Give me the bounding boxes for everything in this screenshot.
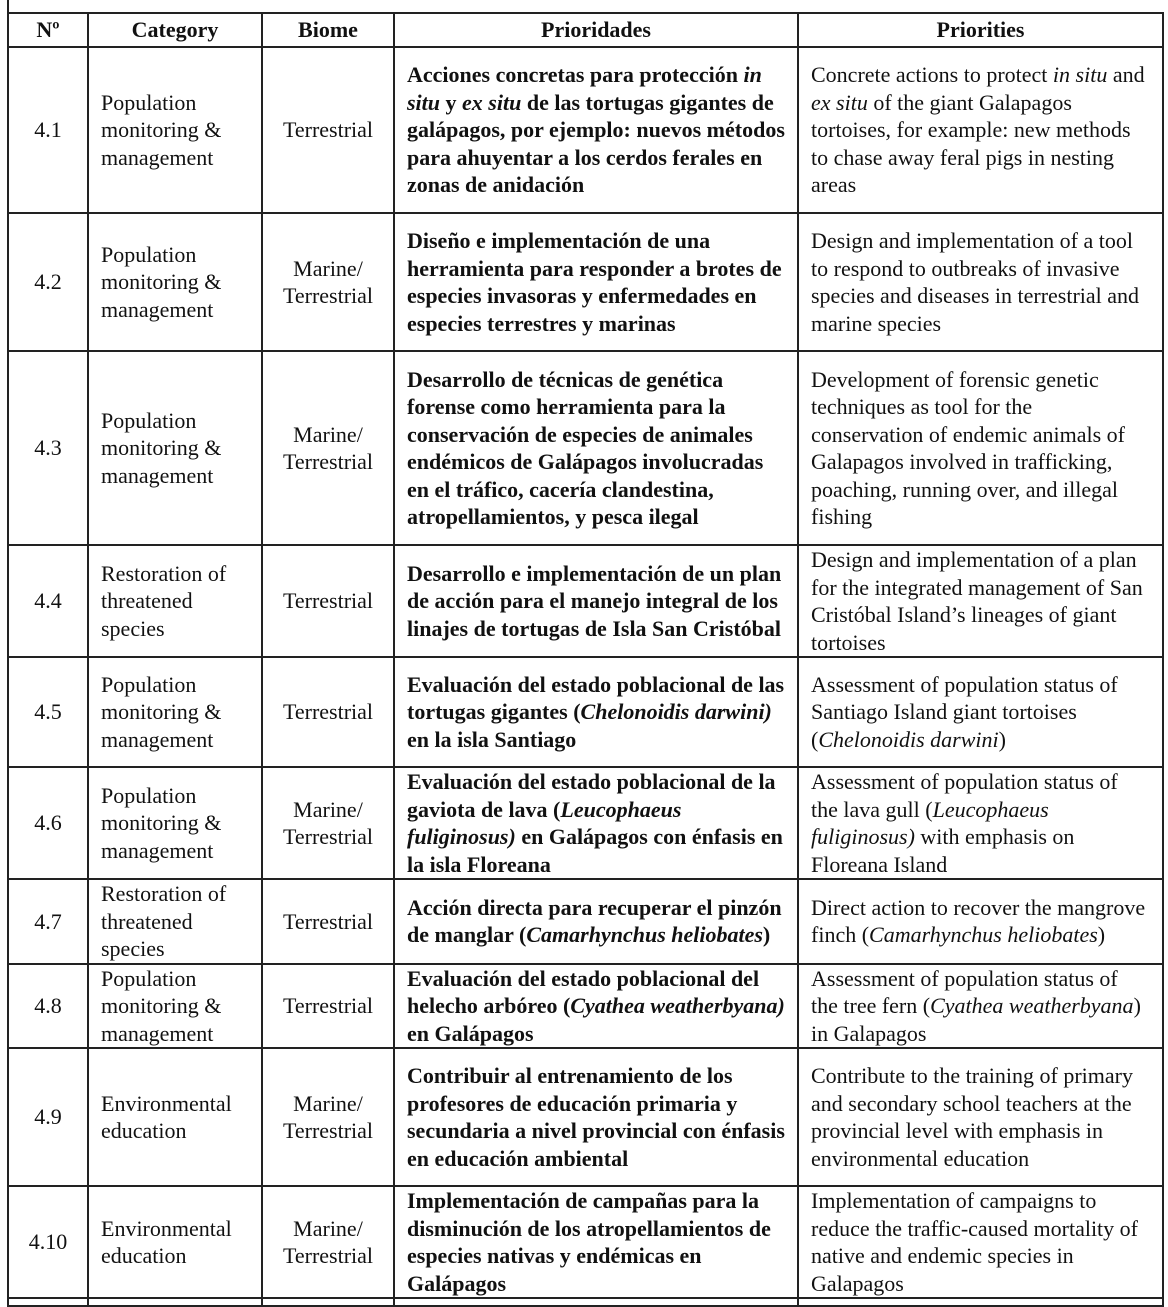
row-biome: Terrestrial: [262, 879, 394, 964]
row-priority-en: Assessment of population status of the lava gull (Leucophaeus fuliginosus) with emphasis on Floreana Island: [798, 767, 1163, 879]
table-row: [8, 213, 1163, 351]
row-biome: Terrestrial: [262, 545, 394, 657]
row-category: Population monitoring & management: [88, 657, 262, 767]
row-category: Population monitoring & management: [88, 47, 262, 213]
table-row: [8, 657, 1163, 767]
row-prioridad-es: Evaluación del estado poblacional del helecho arbóreo (Cyathea weatherbyana) en Galápagos: [394, 964, 798, 1049]
row-category: Environmental education: [88, 1048, 262, 1186]
row-category: Population monitoring & management: [88, 964, 262, 1049]
row-biome: Terrestrial: [262, 657, 394, 767]
table-row: [8, 1048, 1163, 1186]
row-number: 4.6: [8, 767, 88, 879]
row-biome: Marine/ Terrestrial: [262, 767, 394, 879]
row-priority-en: Contribute to the training of primary and secondary school teachers at the provincial level with emphasis in environmental education: [798, 1048, 1163, 1186]
row-number: 4.5: [8, 657, 88, 767]
row-priority-en: Implementation of campaigns to reduce the traffic-caused mortality of native and endemic species in Galapagos: [798, 1186, 1163, 1298]
row-category: Population monitoring & management: [88, 351, 262, 545]
column-header-category: Category: [88, 13, 262, 47]
row-category: Restoration of threatened species: [88, 879, 262, 964]
row-priority-en: Direct action to recover the mangrove finch (Camarhynchus heliobates): [798, 879, 1163, 964]
row-number: 4.2: [8, 213, 88, 351]
table-row: [8, 545, 1163, 657]
italic-term: Leucophaeus fuliginosus): [811, 796, 1049, 849]
row-prioridad-es: Desarrollo e implementación de un plan de acción para el manejo integral de los linajes de tortugas de Isla San Cristóbal: [394, 545, 798, 657]
page-edge-line: [7, 0, 9, 12]
row-priority-en: Design and implementation of a plan for the integrated management of San Cristóbal Island’s lineages of giant tortoises: [798, 545, 1163, 657]
row-priority-en: Assessment of population status of the tree fern (Cyathea weatherbyana) in Galapagos: [798, 964, 1163, 1049]
row-biome: Marine/ Terrestrial: [262, 213, 394, 351]
table-row: [8, 879, 1163, 964]
table-row: [8, 47, 1163, 213]
row-prioridad-es: Contribuir al entrenamiento de los profesores de educación primaria y secundaria a nivel provincial con énfasis en educación ambiental: [394, 1048, 798, 1186]
row-priority-en: Design and implementation of a tool to respond to outbreaks of invasive species and diseases in terrestrial and marine species: [798, 213, 1163, 351]
row-number: 4.7: [8, 879, 88, 964]
column-header-priorities: Priorities: [798, 13, 1163, 47]
row-prioridad-es: Desarrollo de técnicas de genética forense como herramienta para la conservación de especies de animales endémicos de Galápagos involucradas en el tráfico, cacería clandestina, atropellamientos, y pesca ilegal: [394, 351, 798, 545]
row-biome: Marine/ Terrestrial: [262, 1186, 394, 1298]
priorities-table: [7, 12, 1164, 1307]
row-prioridad-es: Acción directa para recuperar el pinzón de manglar (Camarhynchus heliobates): [394, 879, 798, 964]
row-number: 4.8: [8, 964, 88, 1049]
row-number: 4.9: [8, 1048, 88, 1186]
italic-term: Chelonoidis darwini): [580, 699, 772, 725]
row-prioridad-es: Implementación de campañas para la disminución de los atropellamientos de especies nativas y endémicas en Galápagos: [394, 1186, 798, 1298]
table-row: [8, 351, 1163, 545]
row-category: Population monitoring & management: [88, 767, 262, 879]
row-category: Restoration of threatened species: [88, 545, 262, 657]
row-category: Environmental education: [88, 1186, 262, 1298]
table-row: [8, 964, 1163, 1049]
row-category: Population monitoring & management: [88, 213, 262, 351]
column-header-biome: Biome: [262, 13, 394, 47]
row-biome: Marine/ Terrestrial: [262, 1048, 394, 1186]
italic-term: Cyathea weatherbyana: [930, 993, 1134, 1018]
italic-term: in situ: [407, 62, 762, 115]
row-priority-en: Development of forensic genetic techniques as tool for the conservation of endemic animals of Galapagos involved in trafficking, poaching, running over, and illegal fishing: [798, 351, 1163, 545]
table-row-continuation: [8, 1298, 1163, 1306]
row-number: 4.3: [8, 351, 88, 545]
row-prioridad-es: Diseño e implementación de una herramienta para responder a brotes de especies invasoras y enfermedades en especies terrestres y marinas: [394, 213, 798, 351]
italic-term: Leucophaeus fuliginosus): [407, 796, 682, 849]
row-number: 4.4: [8, 545, 88, 657]
italic-term: Cyathea weatherbyana): [570, 993, 785, 1018]
italic-term: Camarhynchus heliobates: [526, 922, 763, 948]
italic-term: Chelonoidis darwini: [818, 726, 999, 752]
row-prioridad-es: Acciones concretas para protección in situ y ex situ de las tortugas gigantes de galápagos, por ejemplo: nuevos métodos para ahuyentar a los cerdos ferales en zonas de anidación: [394, 47, 798, 213]
row-number: 4.10: [8, 1186, 88, 1298]
italic-term: in situ: [1052, 62, 1108, 88]
header-row: [8, 13, 1163, 47]
row-priority-en: Assessment of population status of Santiago Island giant tortoises (Chelonoidis darwini): [798, 657, 1163, 767]
row-prioridad-es: Evaluación del estado poblacional de la gaviota de lava (Leucophaeus fuliginosus) en Galápagos con énfasis en la isla Floreana: [394, 767, 798, 879]
row-biome: Terrestrial: [262, 964, 394, 1049]
column-header-prioridades: Prioridades: [394, 13, 798, 47]
table-row: [8, 767, 1163, 879]
italic-term: ex situ: [811, 89, 868, 115]
row-prioridad-es: Evaluación del estado poblacional de las tortugas gigantes (Chelonoidis darwini) en la isla Santiago: [394, 657, 798, 767]
row-priority-en: Concrete actions to protect in situ and ex situ of the giant Galapagos tortoises, for example: new methods to chase away feral pigs in nesting areas: [798, 47, 1163, 213]
row-number: 4.1: [8, 47, 88, 213]
row-biome: Terrestrial: [262, 47, 394, 213]
table-row: [8, 1186, 1163, 1298]
row-biome: Marine/ Terrestrial: [262, 351, 394, 545]
italic-term: Camarhynchus heliobates: [869, 922, 1098, 948]
column-header-number: Nº: [8, 13, 88, 47]
italic-term: ex situ: [462, 89, 522, 115]
